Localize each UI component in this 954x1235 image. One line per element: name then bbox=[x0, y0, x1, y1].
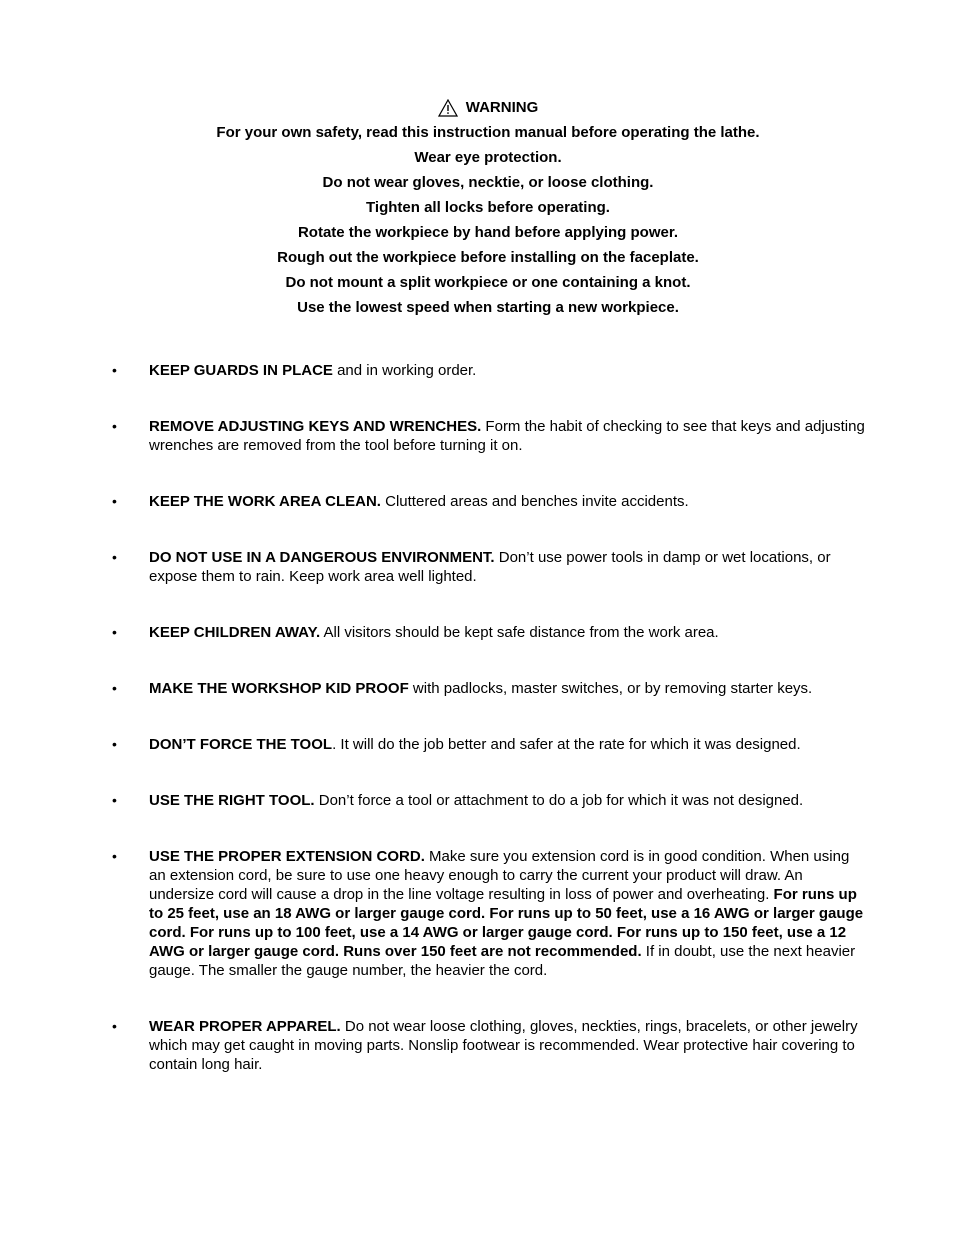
rule-text: Cluttered areas and benches invite accidents. bbox=[380, 493, 689, 510]
rule-text: with padlocks, master switches, or by removing starter keys. bbox=[408, 680, 813, 697]
warning-line: Use the lowest speed when starting a new workpiece. bbox=[297, 299, 679, 316]
list-item bbox=[110, 679, 870, 698]
bullet-icon: • bbox=[112, 1018, 117, 1034]
rule-heading: USE THE RIGHT TOOL. bbox=[149, 792, 315, 809]
rule-heading: DO NOT USE IN A DANGEROUS ENVIRONMENT. bbox=[149, 549, 495, 566]
rule-heading: KEEP GUARDS IN PLACE bbox=[149, 362, 333, 379]
warning-line: Do not mount a split workpiece or one containing a knot. bbox=[285, 274, 691, 291]
warning-triangle-icon bbox=[438, 99, 458, 117]
list-item bbox=[110, 1017, 870, 1074]
rule-text: and in working order. bbox=[332, 362, 477, 379]
bullet-icon: • bbox=[112, 624, 117, 640]
bullet-icon: • bbox=[112, 549, 117, 565]
warning-line: Do not wear gloves, necktie, or loose clothing. bbox=[322, 174, 654, 191]
rule-text: Don’t use power tools in damp or wet locations, or expose them to rain. Keep work area well lighted. bbox=[149, 549, 831, 585]
bullet-icon: • bbox=[112, 362, 117, 378]
rule-heading: KEEP CHILDREN AWAY. bbox=[149, 624, 321, 641]
list-item bbox=[110, 492, 870, 511]
rule-text: Don’t force a tool or attachment to do a job for which it was not designed. bbox=[314, 792, 804, 809]
rule-text: . It will do the job better and safer at the rate for which it was designed. bbox=[332, 736, 801, 753]
list-item bbox=[110, 417, 870, 455]
warning-line: Tighten all locks before operating. bbox=[366, 199, 610, 216]
warning-heading bbox=[0, 95, 954, 120]
bullet-icon: • bbox=[112, 736, 117, 752]
warning-line: Rotate the workpiece by hand before applying power. bbox=[297, 224, 679, 241]
rule-text: Make sure you extension cord is in good condition. When using an extension cord, be sure to use one heavy enough to carry the current your product will draw. An undersize cord will cause a drop in the line voltage resulting in loss of power and overheating. bbox=[149, 848, 850, 903]
rule-heading: USE THE PROPER EXTENSION CORD. bbox=[149, 848, 425, 865]
list-item bbox=[110, 548, 870, 586]
list-item bbox=[110, 735, 870, 754]
rule-heading: DON’T FORCE THE TOOL bbox=[149, 736, 333, 753]
rule-text-continued: If in doubt, use the next heavier gauge. The smaller the gauge number, the heavier the cord. bbox=[149, 943, 856, 979]
rule-heading: KEEP THE WORK AREA CLEAN. bbox=[149, 493, 381, 510]
bullet-icon: • bbox=[112, 418, 117, 434]
rule-heading: MAKE THE WORKSHOP KID PROOF bbox=[149, 680, 409, 697]
bullet-icon: • bbox=[112, 848, 117, 864]
warning-line: Rough out the workpiece before installing on the faceplate. bbox=[277, 249, 699, 266]
bullet-icon: • bbox=[112, 493, 117, 509]
safety-rules-list bbox=[110, 361, 870, 1111]
rule-heading: WEAR PROPER APPAREL. bbox=[149, 1018, 341, 1035]
list-item bbox=[110, 623, 870, 642]
rule-cord-gauge-text: For runs up to 25 feet, use an 18 AWG or larger gauge cord. For runs up to 50 feet, use a 16 AWG or larger gauge cord. For runs up to 100 feet, use a 14 AWG or larger gauge cord. For runs up to 150 feet, use a 12 AWG or larger gauge cord. Runs over 150 feet are not recommended. bbox=[149, 886, 864, 960]
bullet-icon: • bbox=[112, 680, 117, 696]
rule-text: Form the habit of checking to see that keys and adjusting wrenches are removed from the tool before turning it on. bbox=[149, 418, 865, 454]
list-item bbox=[110, 847, 870, 980]
rule-text: Do not wear loose clothing, gloves, neckties, rings, bracelets, or other jewelry which may get caught in moving parts. Nonslip footwear is recommended. Wear protective hair covering to contain long hair. bbox=[149, 1018, 858, 1073]
list-item bbox=[110, 791, 870, 810]
warning-line: Wear eye protection. bbox=[414, 149, 562, 166]
warning-line: For your own safety, read this instruction manual before operating the lathe. bbox=[216, 124, 760, 141]
rule-text: All visitors should be kept safe distance from the work area. bbox=[320, 624, 719, 641]
rule-heading: REMOVE ADJUSTING KEYS AND WRENCHES. bbox=[149, 418, 482, 435]
bullet-icon: • bbox=[112, 792, 117, 808]
list-item bbox=[110, 361, 870, 380]
warning-block bbox=[0, 95, 954, 320]
warning-title: WARNING bbox=[465, 99, 539, 116]
